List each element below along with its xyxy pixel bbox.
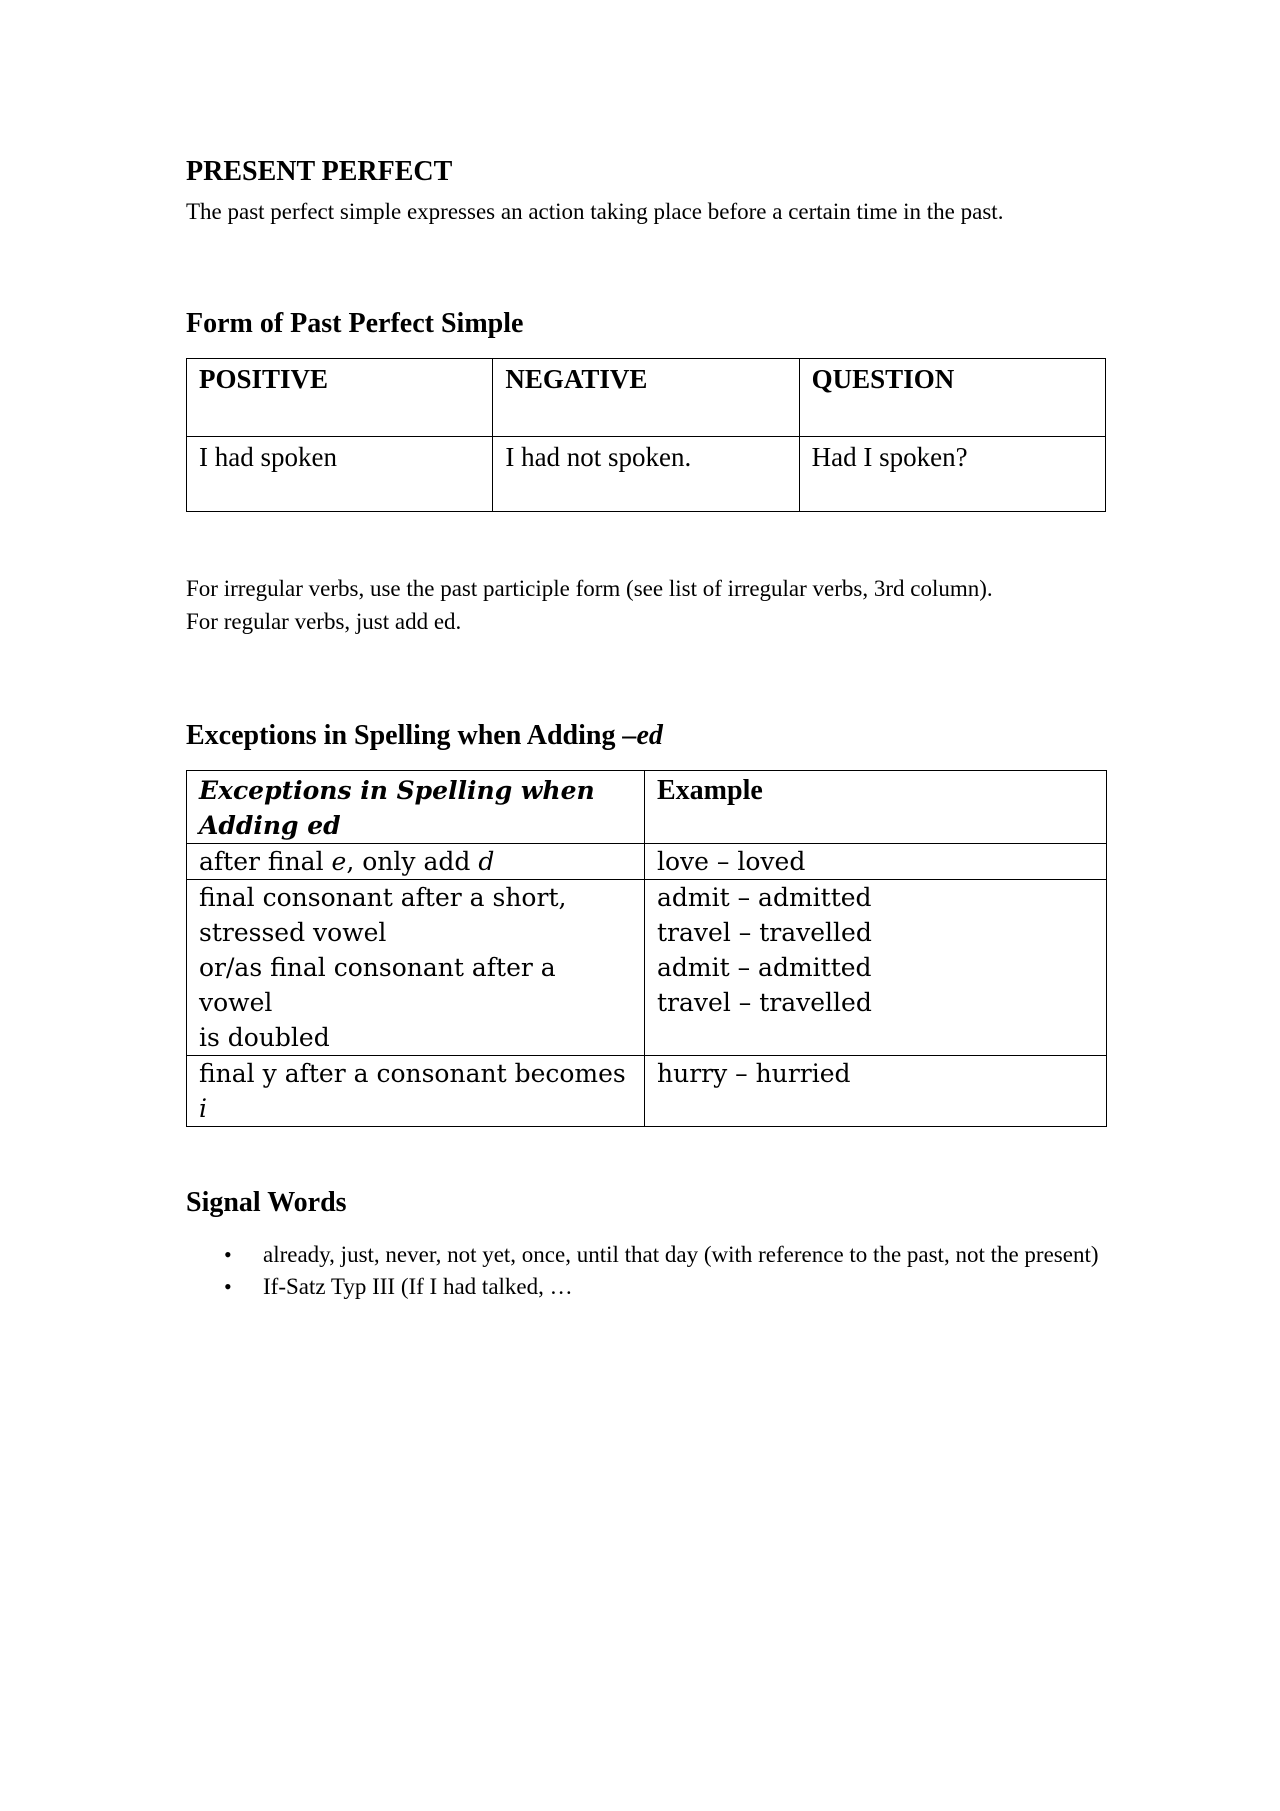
rule-line: stressed vowel	[199, 918, 387, 947]
table-row	[187, 844, 1107, 880]
list-item-text: If-Satz Typ III (If I had talked, …	[263, 1274, 573, 1299]
form-table-row	[187, 437, 1106, 512]
example-cell: hurry – hurried	[645, 1056, 1107, 1127]
participle-note-irregular: For irregular verbs, use the past participle form (see list of irregular verbs, 3rd column).	[186, 576, 993, 601]
exceptions-heading-text: Exceptions in Spelling when Adding	[186, 720, 623, 751]
table-row	[187, 1056, 1107, 1127]
header-rule-text: Exceptions in Spelling when Adding ed	[199, 776, 595, 840]
rule-cell	[187, 844, 645, 880]
exceptions-heading	[186, 716, 1106, 756]
rule-text: , only add	[346, 847, 479, 876]
form-table	[186, 358, 1106, 512]
header-negative: NEGATIVE	[493, 359, 799, 437]
example-line: travel – travelled	[657, 988, 872, 1017]
rule-line: is doubled	[199, 1023, 330, 1052]
rule-text: after final	[199, 847, 332, 876]
cell-negative: I had not spoken.	[493, 437, 799, 512]
intro-text: The past perfect simple expresses an action taking place before a certain time in the past.	[186, 199, 1004, 224]
rule-cell	[187, 880, 645, 1056]
example-line: admit – admitted	[657, 883, 872, 912]
document-page	[186, 150, 1106, 1303]
header-question: QUESTION	[799, 359, 1105, 437]
bullet-icon: •	[224, 1274, 232, 1299]
rule-letter: e	[331, 847, 347, 876]
rule-line: final consonant after a short,	[199, 883, 567, 912]
page-title: PRESENT PERFECT	[186, 156, 453, 187]
exceptions-table	[186, 770, 1107, 1127]
list-item-text: already, just, never, not yet, once, until that day (with reference to the past, not the present)	[263, 1242, 1099, 1267]
rule-cell	[187, 1056, 645, 1127]
bullet-icon: •	[224, 1242, 232, 1267]
exceptions-heading-suffix: –ed	[622, 720, 663, 751]
rule-line: or/as final consonant after a vowel	[199, 953, 556, 1017]
cell-question: Had I spoken?	[799, 437, 1105, 512]
cell-positive: I had spoken	[187, 437, 493, 512]
example-line: admit – admitted	[657, 953, 872, 982]
form-heading: Form of Past Perfect Simple	[186, 308, 524, 339]
exceptions-table-header-row	[187, 771, 1107, 844]
example-cell: love – loved	[645, 844, 1107, 880]
example-line: travel – travelled	[657, 918, 872, 947]
participle-note-regular: For regular verbs, just add ed.	[186, 609, 462, 634]
signal-words-heading: Signal Words	[186, 1187, 347, 1218]
rule-letter: d	[478, 847, 495, 876]
rule-text: final y after a consonant becomes	[199, 1059, 626, 1088]
header-example: Example	[645, 771, 1107, 844]
example-cell	[645, 880, 1107, 1056]
participle-note	[186, 572, 1106, 638]
header-positive: POSITIVE	[187, 359, 493, 437]
form-table-header-row	[187, 359, 1106, 437]
header-rule	[187, 771, 645, 844]
table-row	[187, 880, 1107, 1056]
list-item	[186, 1239, 1113, 1271]
rule-letter: i	[199, 1094, 207, 1123]
signal-words-list	[186, 1239, 1106, 1303]
list-item	[186, 1271, 1113, 1303]
